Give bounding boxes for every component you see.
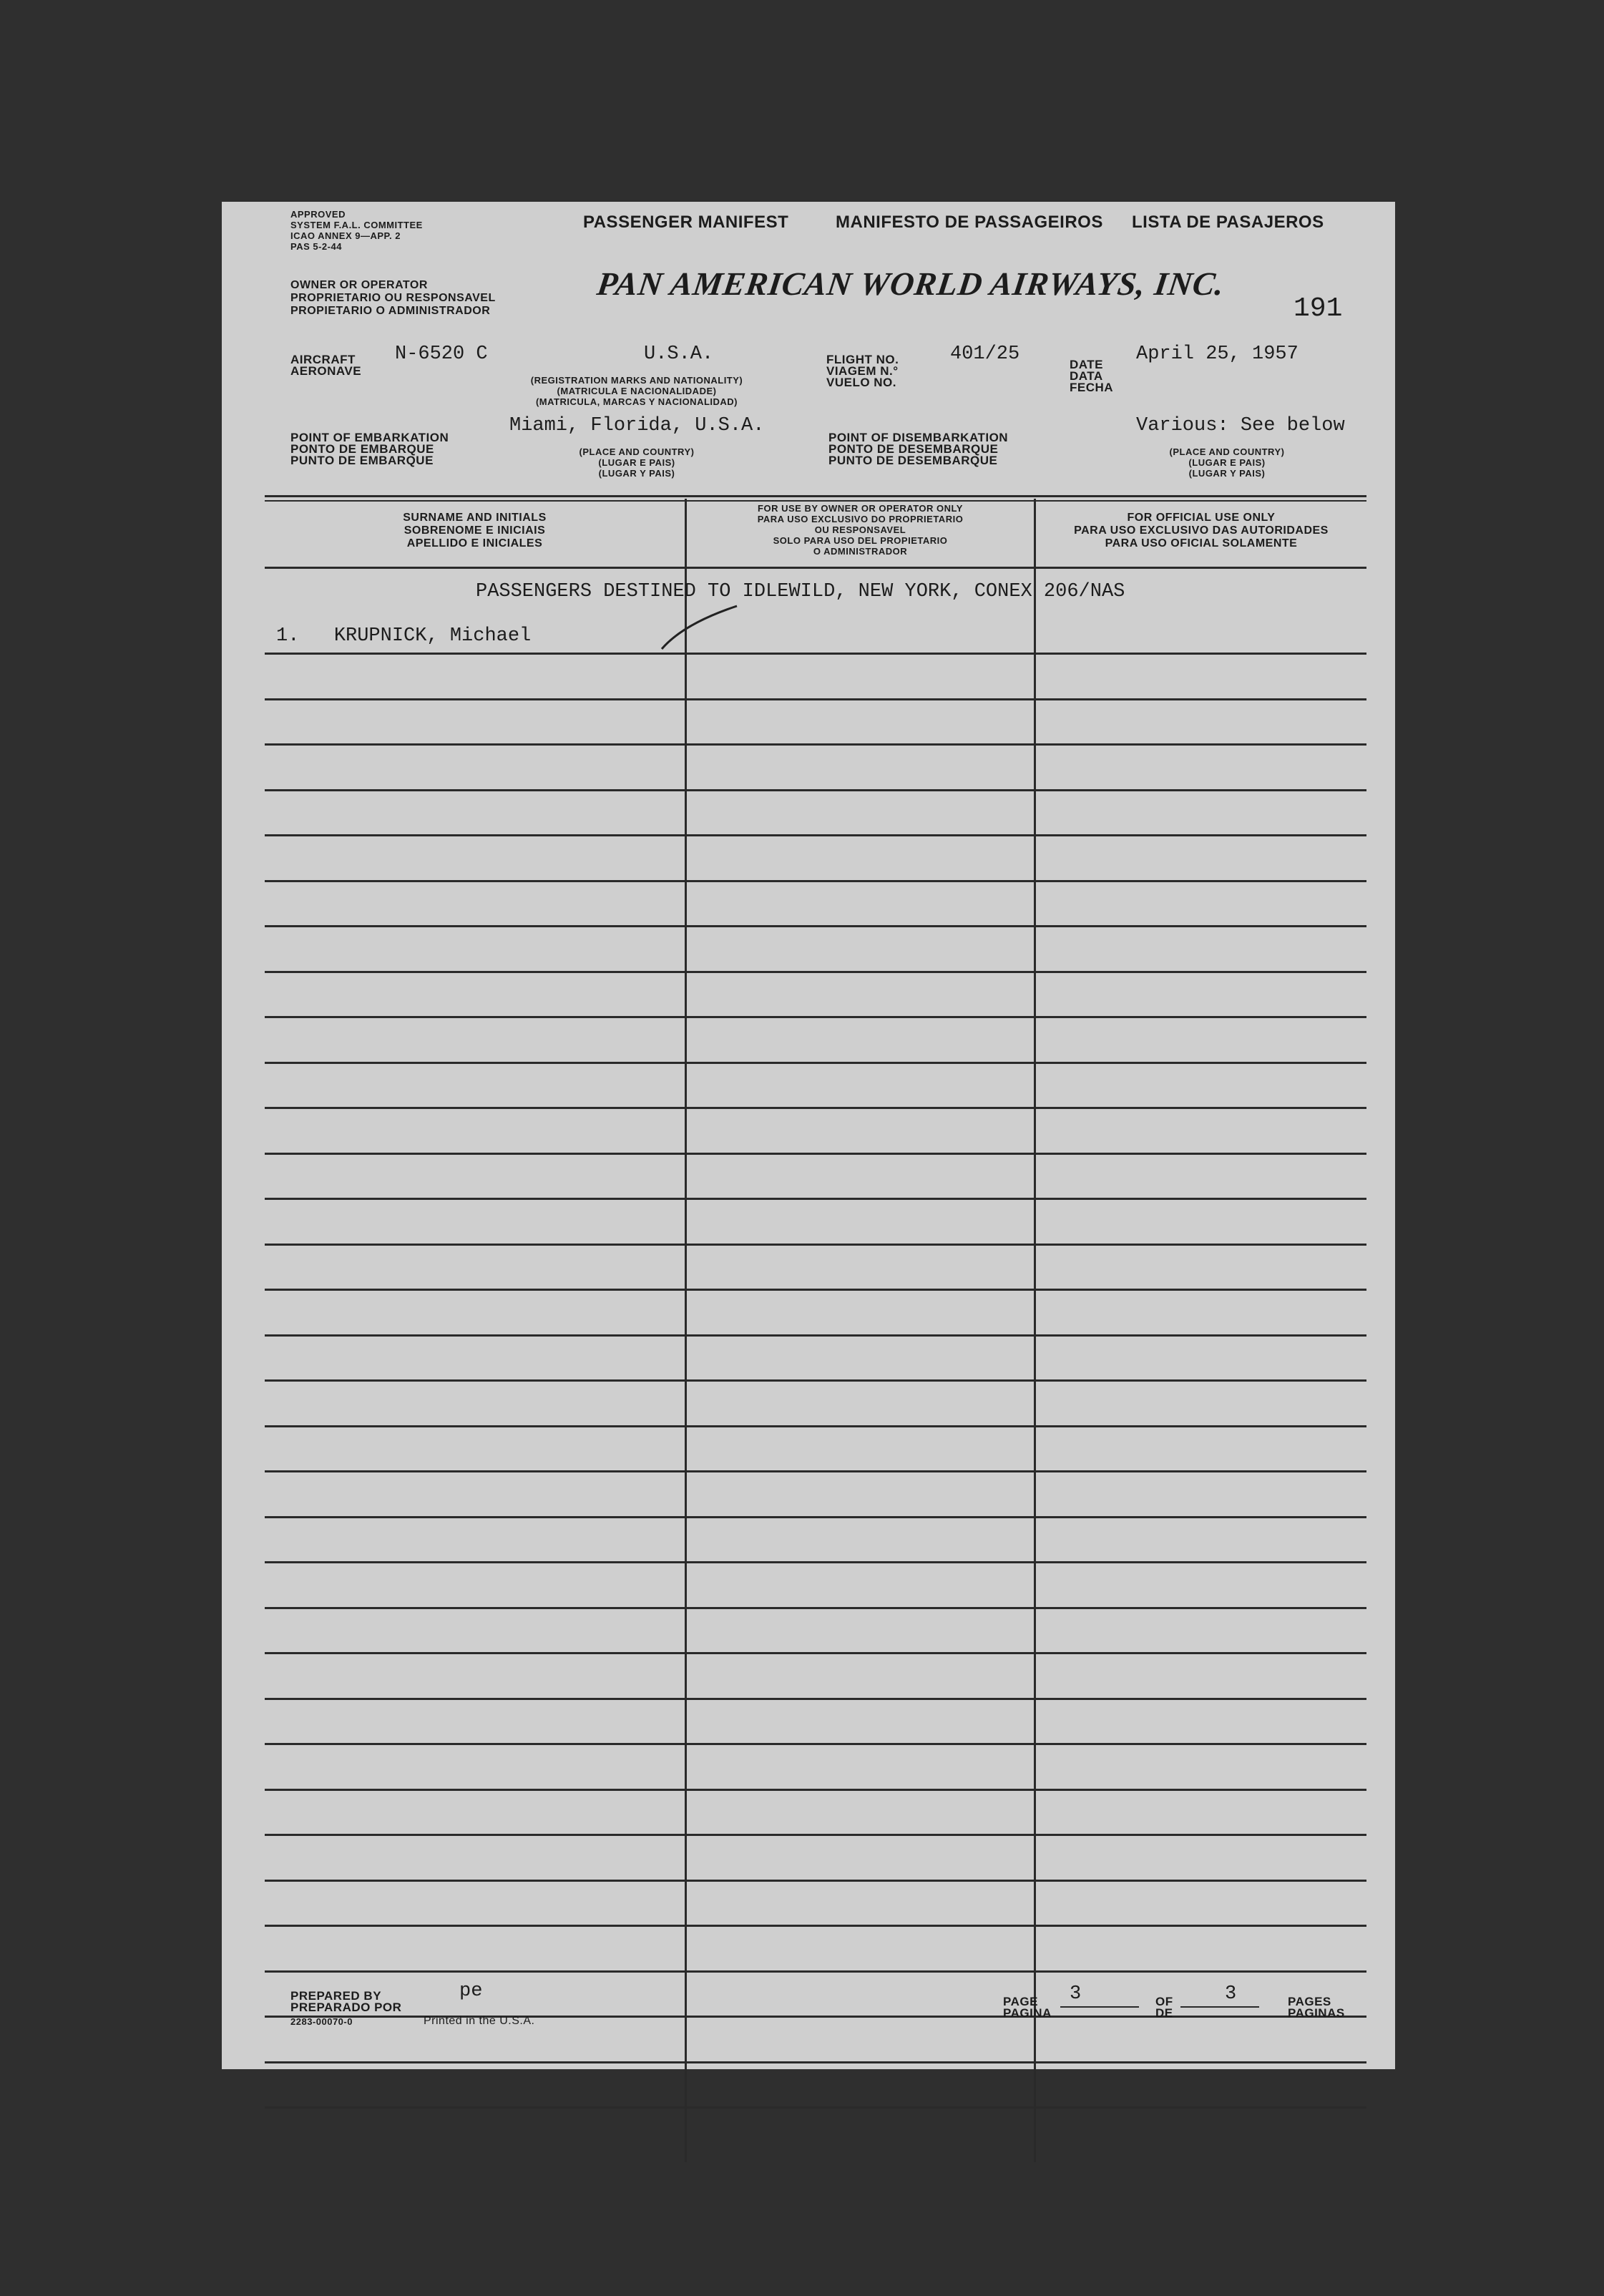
column-header-line: PARA USO EXCLUSIVO DAS AUTORIDADES (1074, 524, 1329, 537)
manifest-sheet (222, 202, 1395, 2069)
owner-label-line: PROPRIETARIO OU RESPONSAVEL (290, 292, 496, 304)
table-row-rule (265, 971, 1366, 973)
page-label-line: PAGE (1003, 1995, 1038, 2008)
owner-label-line: OWNER OR OPERATOR (290, 279, 428, 291)
approval-line: SYSTEM F.A.L. COMMITTEE (290, 220, 423, 230)
printed-in: Printed in the U.S.A. (424, 2015, 535, 2027)
pages-label-line: PAGES (1288, 1995, 1331, 2008)
slash-mark (655, 602, 740, 653)
page-label (1003, 1996, 1052, 2019)
title-english: PASSENGER MANIFEST (583, 212, 789, 232)
table-row-rule (265, 1561, 1366, 1563)
date-label (1070, 359, 1113, 394)
aircraft-label-line: AIRCRAFT (290, 353, 356, 366)
prepared-by-value: pe (459, 1980, 483, 2002)
title-spanish: LISTA DE PASAJEROS (1132, 212, 1324, 232)
caption-line: (MATRICULA, MARCAS Y NACIONALIDAD) (535, 396, 738, 407)
prepared-by-label (290, 1990, 401, 2013)
prepared-label-line: PREPARADO POR (290, 2001, 402, 2014)
caption-line: (PLACE AND COUNTRY) (1169, 446, 1285, 457)
aircraft-nationality: U.S.A. (644, 343, 714, 365)
caption-line: (MATRICULA E NACIONALIDADE) (557, 386, 717, 396)
table-row-rule (265, 1516, 1366, 1518)
registration-caption (436, 375, 837, 407)
approval-line: ICAO ANNEX 9—APP. 2 (290, 230, 401, 241)
date-label-line: DATE (1070, 358, 1104, 371)
disembark-label-line: PONTO DE DESEMBARQUE (828, 442, 999, 456)
table-row-rule (265, 1880, 1366, 1882)
table-row-rule (265, 925, 1366, 927)
table-row-rule (265, 1652, 1366, 1654)
caption-line: (REGISTRATION MARKS AND NATIONALITY) (530, 375, 743, 386)
column-divider (1034, 499, 1036, 2162)
embark-label-line: PONTO DE EMBARQUE (290, 442, 434, 456)
sheet-number: 191 (1294, 293, 1343, 324)
caption-line: (LUGAR Y PAIS) (598, 468, 675, 479)
embarkation-label (290, 432, 449, 466)
table-row-rule (265, 1016, 1366, 1018)
column-header-line: OU RESPONSAVEL (814, 524, 906, 535)
disembark-label-line: POINT OF DISEMBARKATION (828, 431, 1009, 444)
table-row-rule (265, 1107, 1366, 1109)
table-row-rule (265, 2061, 1366, 2063)
aircraft-label-line: AERONAVE (290, 364, 362, 378)
column-header-line: SURNAME AND INITIALS (403, 512, 547, 524)
of-underline (1180, 2006, 1259, 2008)
pages-label-line: PAGINAS (1288, 2006, 1345, 2020)
of-label-line: DE (1155, 2006, 1173, 2020)
table-top-rule (265, 495, 1366, 497)
destination-note: PASSENGERS DESTINED TO IDLEWILD, NEW YORK, CONEX 206/NAS (476, 581, 1125, 602)
table-row-rule (265, 1743, 1366, 1745)
table-row-rule (265, 1970, 1366, 1973)
embark-place-caption (529, 446, 744, 479)
flight-label (826, 354, 899, 389)
table-row-rule (265, 880, 1366, 882)
owner-label (290, 279, 496, 318)
page-value: 3 (1070, 1983, 1082, 2005)
aircraft-label (290, 354, 361, 377)
aircraft-registration: N-6520 C (395, 343, 488, 365)
column-header-line: SOBRENOME E INICIAIS (404, 524, 546, 537)
of-label (1155, 1996, 1173, 2019)
company-name: PAN AMERICAN WORLD AIRWAYS, INC. (595, 265, 1228, 302)
date-label-line: FECHA (1070, 381, 1114, 394)
table-row-rule (265, 1244, 1366, 1246)
embarkation-value: Miami, Florida, U.S.A. (509, 415, 765, 436)
table-row-rule (265, 1062, 1366, 1064)
of-label-line: OF (1155, 1995, 1173, 2008)
title-portuguese: MANIFESTO DE PASSAGEIROS (836, 212, 1103, 232)
column-header-line: SOLO PARA USO DEL PROPIETARIO (773, 535, 948, 546)
approval-line: PAS 5-2-44 (290, 241, 342, 252)
pages-label (1288, 1996, 1345, 2019)
table-row-rule (265, 1198, 1366, 1200)
caption-line: (LUGAR E PAIS) (598, 457, 675, 468)
table-row-rule (265, 834, 1366, 836)
table-row-rule (265, 698, 1366, 700)
page-underline (1060, 2006, 1139, 2008)
embark-label-line: PUNTO DE EMBARQUE (290, 454, 434, 467)
embark-label-line: POINT OF EMBARKATION (290, 431, 449, 444)
table-row-rule (265, 789, 1366, 791)
column-header-line: APELLIDO E INICIALES (406, 537, 543, 549)
passenger-row (276, 625, 531, 647)
column-divider (685, 499, 687, 2162)
passenger-number: 1. (276, 625, 300, 647)
column-header-owner-use (687, 503, 1034, 557)
date-label-line: DATA (1070, 369, 1103, 383)
column-header-line: FOR USE BY OWNER OR OPERATOR ONLY (758, 503, 963, 514)
flight-label-line: VIAGEM N.° (826, 364, 899, 378)
table-row-rule (265, 743, 1366, 746)
table-row-rule (265, 1834, 1366, 1836)
column-header-surname (265, 512, 685, 550)
passenger-name: KRUPNICK, Michael (333, 625, 532, 647)
caption-line: (LUGAR Y PAIS) (1188, 468, 1266, 479)
disembark-label-line: PUNTO DE DESEMBARQUE (828, 454, 998, 467)
table-row-rule (265, 653, 1366, 655)
table-row-rule (265, 1470, 1366, 1472)
table-row-rule (265, 1607, 1366, 1609)
owner-label-line: PROPIETARIO O ADMINISTRADOR (290, 305, 491, 317)
table-row-rule (265, 1789, 1366, 1791)
of-value: 3 (1225, 1983, 1237, 2005)
column-header-line: O ADMINISTRADOR (813, 546, 908, 557)
flight-label-line: FLIGHT NO. (826, 353, 899, 366)
caption-line: (LUGAR E PAIS) (1188, 457, 1266, 468)
table-row-rule (265, 1425, 1366, 1427)
prepared-label-line: PREPARED BY (290, 1989, 382, 2003)
column-header-official-use (1036, 512, 1366, 550)
table-row-rule (265, 1334, 1366, 1337)
flight-date: April 25, 1957 (1136, 343, 1299, 365)
page-label-line: PAGINA (1003, 2006, 1052, 2020)
table-top-rule (265, 500, 1366, 502)
column-header-line: FOR OFFICIAL USE ONLY (1127, 512, 1276, 524)
table-row-rule (265, 2106, 1366, 2109)
disembarkation-label (828, 432, 1008, 466)
column-header-line: PARA USO OFICIAL SOLAMENTE (1105, 537, 1298, 549)
table-row-rule (265, 1289, 1366, 1291)
flight-label-line: VUELO NO. (826, 376, 897, 389)
form-number: 2283-00070-0 (290, 2016, 353, 2027)
caption-line: (PLACE AND COUNTRY) (579, 446, 695, 457)
table-row-rule (265, 1925, 1366, 1927)
approval-block (290, 209, 423, 252)
table-row-rule (265, 1153, 1366, 1155)
header-bottom-rule (265, 567, 1366, 569)
column-header-line: PARA USO EXCLUSIVO DO PROPRIETARIO (757, 514, 964, 524)
disembarkation-value: Various: See below (1136, 415, 1345, 436)
flight-number: 401/25 (950, 343, 1020, 365)
disembark-place-caption (1116, 446, 1338, 479)
table-row-rule (265, 1379, 1366, 1382)
table-row-rule (265, 1698, 1366, 1700)
approval-line: APPROVED (290, 209, 346, 220)
